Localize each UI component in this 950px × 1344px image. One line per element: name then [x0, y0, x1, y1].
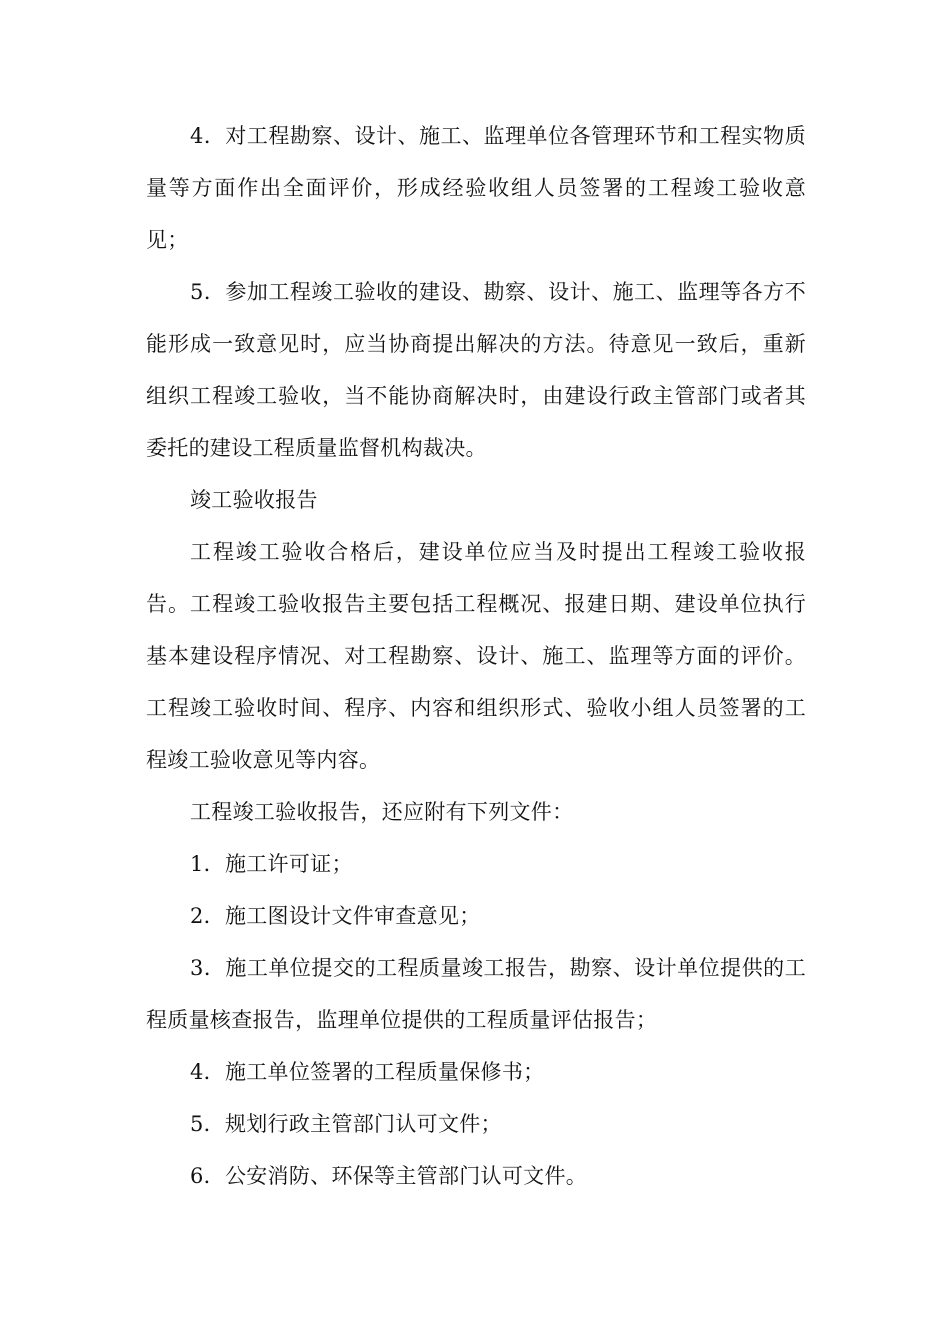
section-heading: 竣工验收报告 — [190, 488, 318, 512]
list-item-attachment-4: 4．施工单位签署的工程质量保修书； — [190, 1060, 545, 1084]
paragraph-attachments-intro: 工程竣工验收报告，还应附有下列文件： — [190, 800, 574, 824]
list-item-attachment-5: 5．规划行政主管部门认可文件； — [190, 1112, 502, 1136]
paragraph-acceptance-item-5: 5．参加工程竣工验收的建设、勘察、设计、施工、监理等各方不能形成一致意见时，应当协商提出解决的方法。待意见一致后，重新组织工程竣工验收，当不能协商解决时，由建设行政主管部门或者其委托的建设工程质量监督机构裁决。 — [146, 280, 806, 460]
list-item-attachment-3: 3．施工单位提交的工程质量竣工报告，勘察、设计单位提供的工程质量核查报告，监理单位提供的工程质量评估报告； — [146, 956, 806, 1032]
list-item-attachment-6: 6．公安消防、环保等主管部门认可文件。 — [190, 1164, 588, 1188]
paragraph-acceptance-item-4: 4．对工程勘察、设计、施工、监理单位各管理环节和工程实物质量等方面作出全面评价，形成经验收组人员签署的工程竣工验收意见； — [146, 124, 806, 252]
paragraph-report-contents: 工程竣工验收合格后，建设单位应当及时提出工程竣工验收报告。工程竣工验收报告主要包括工程概况、报建日期、建设单位执行基本建设程序情况、对工程勘察、设计、施工、监理等方面的评价。工程竣工验收时间、程序、内容和组织形式、验收小组人员签署的工程竣工验收意见等内容。 — [146, 540, 806, 772]
list-item-attachment-1: 1．施工许可证； — [190, 852, 353, 876]
document-body — [146, 110, 806, 1202]
list-item-attachment-2: 2．施工图设计文件审查意见； — [190, 904, 481, 928]
